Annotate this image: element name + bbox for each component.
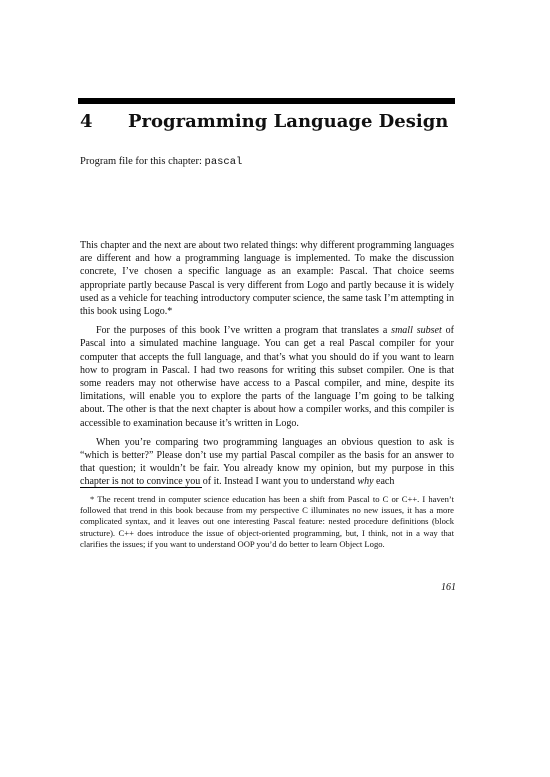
program-file-label: Program file for this chapter: <box>80 156 205 167</box>
page-number: 161 <box>441 582 456 593</box>
chapter-number: 4 <box>80 111 93 132</box>
program-filename: pascal <box>204 156 243 168</box>
paragraph-3-text-b: each <box>373 476 395 488</box>
chapter-heading <box>80 111 460 133</box>
paragraph-2 <box>80 324 454 430</box>
footnote: * The recent trend in computer science education has been a shift from Pascal to C or C++. I haven’t followed that trend in this book because from my perspective C illuminates no new issues, it has a more complicated syntax, and it leaves out one interesting Pascal feature: nested procedure definitions (block structure). C++ does introduce the issue of object-oriented programming, but, I think, not in a way that clarifies the issues; if you want to understand OOP you’d do better to learn Object Logo. <box>80 494 454 549</box>
footnote-rule <box>80 487 202 488</box>
paragraph-2-emphasis: small subset <box>391 325 442 337</box>
paragraph-2-text-a: For the purposes of this book I’ve written a program that translates a <box>96 325 392 337</box>
program-file-line <box>80 155 242 169</box>
paragraph-3-emphasis: why <box>357 476 374 488</box>
body-text <box>80 239 454 495</box>
paragraph-3 <box>80 436 454 489</box>
chapter-rule <box>78 98 455 104</box>
paragraph-1: This chapter and the next are about two related things: why different programming languages are different and how a programming language is implemented. To make the discussion concrete, I’ve chosen a specific language as an example: Pascal. That choice seems appropriate partly because Pascal is very different from Logo and partly because it is widely used as a vehicle for teaching introductory computer science, the same task I’m attempting in this book using Logo.* <box>80 240 454 318</box>
paragraph-2-text-b: of Pascal into a simulated machine language. You can get a real Pascal compiler for your computer that accepts the full language, and that’s what you should do if you want to learn how to program in Pascal. I had two reasons for writing this subset compiler. One is that some readers may not otherwise have access to a Pascal compiler, and mine, despite its limitations, will enable you to explore the parts of the language I’m going to be talking about. The other is that the next chapter is about how a compiler works, and this compiler is accessible to examination because it’s written in Logo. <box>80 325 454 429</box>
chapter-title: Programming Language Design <box>128 111 449 132</box>
paragraph-3-text-a: When you’re comparing two programming languages an obvious question to ask is “which is better?” Please don’t use my partial Pascal compiler as the basis for an answer to that question; it wouldn’t be fair. You already know my opinion, but my purpose in this chapter is not to convince you of it. Instead I want you to understand <box>80 436 454 488</box>
